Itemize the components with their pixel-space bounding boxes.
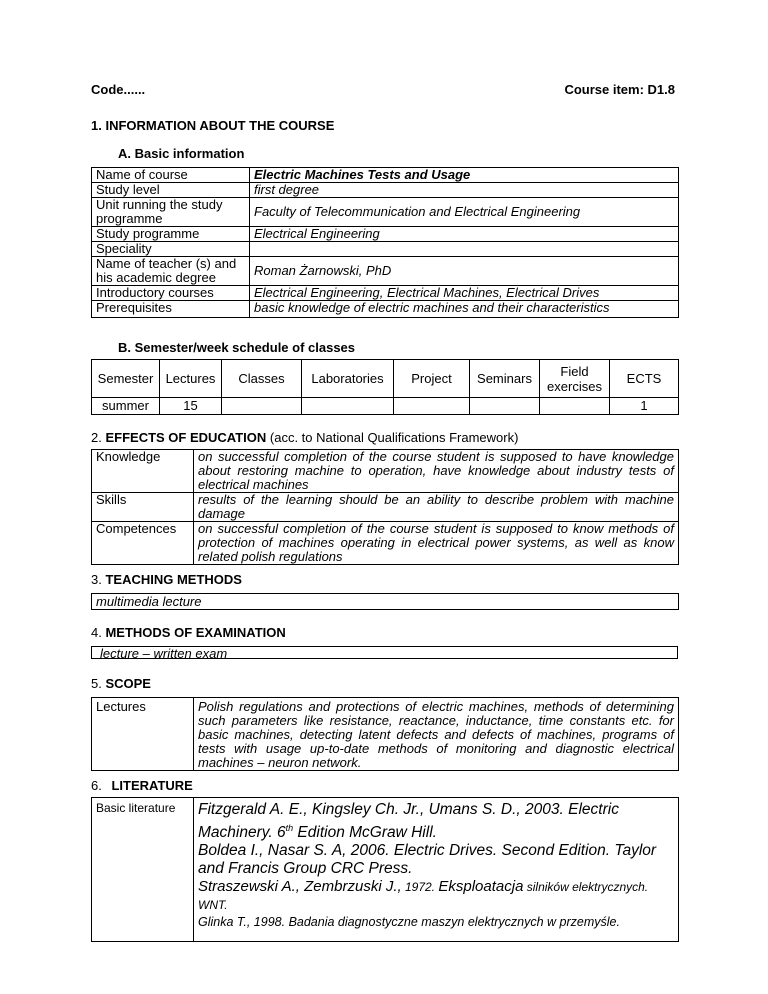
- schedule-header: ECTS: [610, 360, 679, 398]
- row-value: Polish regulations and protections of electric machines, methods of determining such parameters like resistance, reactance, inductance, time constants etc. for basic machines, detecting latent defects and defects of machines, programs of tests with usage up-to-date methods of monitoring and diagnostic electrical machines – neuron network.: [194, 698, 679, 771]
- table-row: [92, 398, 679, 415]
- literature-item: Boldea I., Nasar S. A, 2006. Electric Drives. Second Edition. Taylor and Francis Group CRC Press.: [198, 842, 657, 878]
- table-row: [92, 360, 679, 398]
- section2-heading: [91, 430, 518, 445]
- section-number: 3.: [91, 572, 102, 587]
- literature-text: Fitzgerald A. E., Kingsley Ch. Jr., Umans S. D., 2003. Electric Machinery. 6: [198, 801, 619, 842]
- row-value: results of the learning should be an ability to describe problem with machine damage: [194, 493, 679, 522]
- literature-list: [194, 798, 679, 942]
- section1-title: 1. INFORMATION ABOUT THE COURSE: [91, 118, 335, 133]
- basic-info-table: [91, 167, 679, 318]
- table-row: [92, 257, 679, 286]
- literature-text: 1972.: [401, 880, 439, 895]
- course-item-label: Course item: D1.8: [564, 82, 675, 97]
- schedule-header: Field exercises: [540, 360, 610, 398]
- effects-table: [91, 449, 679, 565]
- section5-title: SCOPE: [105, 676, 151, 691]
- section6-heading: [91, 778, 193, 793]
- row-value: Faculty of Telecommunication and Electrical Engineering: [250, 198, 679, 227]
- literature-item: Glinka T., 1998. Badania diagnostyczne maszyn elektrycznych w przemyśle.: [198, 915, 620, 930]
- superscript: th: [285, 823, 294, 833]
- row-label: Name of teacher (s) and his academic degree: [92, 257, 250, 286]
- section5-heading: [91, 676, 151, 691]
- row-label: Introductory courses: [92, 286, 250, 301]
- table-row: [92, 698, 679, 771]
- section2-title: EFFECTS OF EDUCATION: [105, 430, 267, 445]
- row-value: on successful completion of the course student is supposed to know methods of protection of machines operating in electrical power systems, as well as know related polish regulations: [194, 522, 679, 565]
- row-value: Electrical Engineering: [250, 227, 679, 242]
- row-value: Electrical Engineering, Electrical Machines, Electrical Drives: [250, 286, 679, 301]
- schedule-value: 15: [160, 398, 222, 415]
- row-value: basic knowledge of electric machines and their characteristics: [250, 301, 679, 318]
- scope-table: [91, 697, 679, 771]
- literature-item: [198, 801, 674, 842]
- row-label: Name of course: [92, 168, 250, 183]
- row-value: on successful completion of the course student is supposed to have knowledge about restoring machine to operation, have knowledge about industry tests of electrical machines: [194, 450, 679, 493]
- section-number: 4.: [91, 625, 102, 640]
- literature-text: silników elektrycznych. WNT.: [198, 880, 649, 913]
- table-row: [92, 198, 679, 227]
- row-label: Competences: [92, 522, 194, 565]
- literature-text: Straszewski A., Zembrzuski J.,: [198, 878, 402, 896]
- schedule-value: [394, 398, 470, 415]
- section4-heading: [91, 625, 286, 640]
- table-row: [92, 242, 679, 257]
- schedule-header: Semester: [92, 360, 160, 398]
- table-row: [92, 301, 679, 318]
- table-row: [92, 798, 679, 942]
- schedule-header: Laboratories: [302, 360, 394, 398]
- literature-item: [198, 878, 674, 914]
- row-label: Lectures: [92, 698, 194, 771]
- section3-heading: [91, 572, 242, 587]
- row-label: Speciality: [92, 242, 250, 257]
- row-label: Study level: [92, 183, 250, 198]
- section1-sub-b: B. Semester/week schedule of classes: [118, 340, 356, 355]
- schedule-value: [540, 398, 610, 415]
- section-number: 5.: [91, 676, 102, 691]
- schedule-header: Seminars: [470, 360, 540, 398]
- schedule-value: summer: [92, 398, 160, 415]
- section-number: 6.: [91, 778, 102, 793]
- row-label: Basic literature: [92, 798, 194, 942]
- literature-text: Eksploatacja: [438, 878, 524, 896]
- schedule-table: [91, 359, 679, 415]
- row-value: Electric Machines Tests and Usage: [250, 168, 679, 183]
- table-row: [92, 227, 679, 242]
- row-label: Unit running the study programme: [92, 198, 250, 227]
- literature-text: Edition McGraw Hill.: [293, 824, 437, 842]
- literature-table: [91, 797, 679, 942]
- section4-title: METHODS OF EXAMINATION: [105, 625, 286, 640]
- row-label: Knowledge: [92, 450, 194, 493]
- code-label: Code......: [91, 82, 146, 97]
- examination-methods-box: lecture – written exam: [91, 646, 678, 659]
- row-value: first degree: [250, 183, 679, 198]
- schedule-header: Lectures: [160, 360, 222, 398]
- teaching-methods-box: multimedia lecture: [91, 593, 679, 610]
- table-row: [92, 493, 679, 522]
- section1-sub-a: A. Basic information: [118, 146, 245, 161]
- section2-title-suffix: (acc. to National Qualifications Framework): [266, 430, 519, 445]
- schedule-value: 1: [610, 398, 679, 415]
- section-number: 2.: [91, 430, 102, 445]
- table-row: [92, 286, 679, 301]
- table-row: [92, 522, 679, 565]
- schedule-value: [470, 398, 540, 415]
- schedule-header: Project: [394, 360, 470, 398]
- row-value: Roman Żarnowski, PhD: [250, 257, 679, 286]
- row-label: Study programme: [92, 227, 250, 242]
- table-row: [92, 183, 679, 198]
- row-value: [250, 242, 679, 257]
- section3-title: TEACHING METHODS: [105, 572, 242, 587]
- row-label: Prerequisites: [92, 301, 250, 318]
- table-row: [92, 168, 679, 183]
- section6-title: LITERATURE: [111, 778, 193, 793]
- row-label: Skills: [92, 493, 194, 522]
- schedule-header: Classes: [222, 360, 302, 398]
- schedule-value: [302, 398, 394, 415]
- schedule-value: [222, 398, 302, 415]
- table-row: [92, 450, 679, 493]
